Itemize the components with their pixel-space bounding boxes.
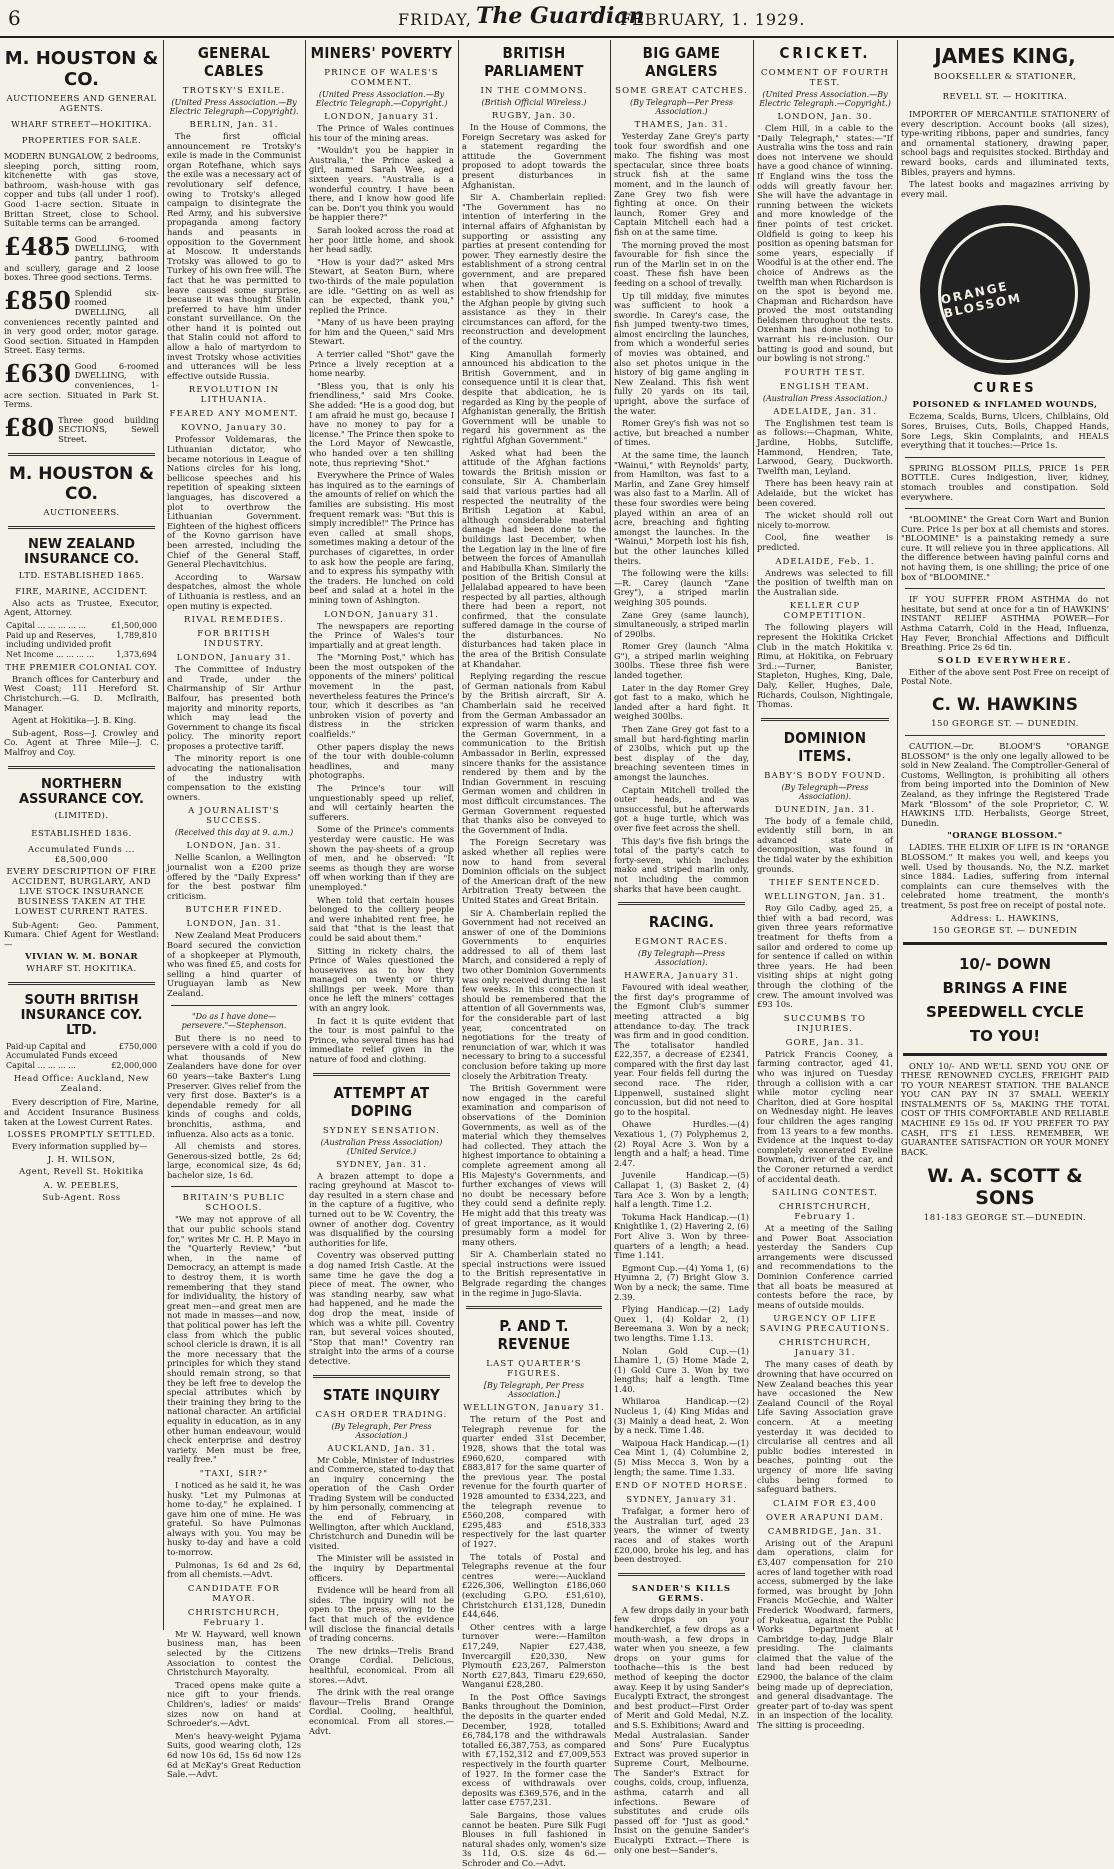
article-paragraph: The following were the kills:—R. Carey (launch "Zane Grey"), a striped marlin weighing 305 pounds.: [614, 568, 749, 607]
asthma-advert: IF YOU SUFFER FROM ASTHMA do not hesitate, but send at once for a tin of HAWKINS' INSTANT RELIEF ASTHMA POWER—For Asthma Catarrh, Cold in the Head, Influenza, Hay Fever, Bronchial Affections and Difficult Breathing. Price 2s 6d tin.: [901, 594, 1109, 653]
divider: [8, 766, 155, 769]
ladies-advert: LADIES. THE ELIXIR OF LIFE IS IN "ORANGE BLOSSOM." It makes you well, and keeps you well. Used by thousands. No, the N.Z. market since 1884. Ladies, suffering from internal complaints can cure themselves with the celebrated home treatment, the month's treatment, 5s post free on receipt of postal note.: [901, 842, 1109, 910]
divider: [905, 457, 1105, 458]
article-paragraph: Traced opens make quite a nice gift to your friends. Children's, ladies' or maids' sizes now on hand at Schroeder's.—Advt.: [167, 1679, 301, 1729]
james-king-magazines: The latest books and magazines arriving by every mail.: [901, 179, 1109, 199]
figure-value: £1,500,000: [111, 620, 157, 630]
divider: [905, 508, 1105, 509]
section-subheading: EGMONT RACES.: [634, 937, 729, 948]
houston-subheading: AUCTIONEERS AND GENERAL AGENTS.: [6, 94, 157, 114]
dateline: KOVNO, January 30.: [181, 423, 287, 434]
section-subheading: TROTSKY'S EXILE.: [182, 86, 286, 96]
race-result: Whiiaroa Handicap.—(2) Nucleus 1, (4) King Midas and (3) Mainly a dead heat, 2. Won by a neck. Time 1.48.: [614, 1396, 749, 1436]
listing-text: Good 6-roomed DWELLING, with pantry, bathroom and scullery, garage and 2 loose boxes. Three good sections. Terms.: [4, 233, 159, 283]
article-paragraph: The return of the Post and Telegraph revenue for the quarter ended 31st December, 1928, shows that the total was £960,620, compared with £883,817 for the same quarter of the previous year. The postal revenue for the fourth quarter of 1928 amounted to £334,223, and the telegraph revenue to £560,208, compared with £295,483 and £518,333 respectively for the last quarter of 1927.: [462, 1414, 606, 1549]
source-line: (By Telegraph, Per Press Association.): [331, 1421, 432, 1440]
source-line: (By Telegraph—Press Association).: [638, 949, 725, 968]
section-subheading: SOME GREAT CATCHES.: [615, 86, 748, 96]
column-7: [901, 40, 1109, 1630]
dateline: LONDON, January 31.: [324, 112, 439, 122]
article-paragraph: According to Warsaw despatches, almost the whole of Lithuania is restless, and an open mutiny is expected.: [167, 571, 301, 611]
column-3: [309, 40, 454, 1736]
race-result: Flying Handicap.—(2) Lady Quex 1, (4) Koldar 2, (1) Bereemana 3. Won by a neck; two lengths. Time 1.13.: [614, 1304, 749, 1343]
sub-agents: Sub-agent, Ross—J. Crowley and Co. Agent at Three Mile—J. C. Malfroy and Coy.: [4, 727, 159, 757]
divider: [8, 453, 155, 456]
article-paragraph: New Zealand Meat Producers Board secured the conviction of a shopkeeper at Plymouth, who was fined £5, and costs for selling a hind quarter of Uruguayan lamb as New Zealand.: [167, 930, 301, 998]
article-paragraph: Sitting in rickety chairs, the Prince of Wales questioned the housewives as to how they managed on twenty or thirty shillings per week. More than once he left the miners' cottages with an angry look.: [309, 945, 454, 1014]
dateline: LONDON, January 31.: [176, 653, 292, 664]
article-paragraph: The Minister will be assisted in the inquiry by Departmental officers.: [309, 1553, 454, 1583]
peebles-name: A. W. PEEBLES,: [43, 1180, 120, 1191]
source-line: (Australian Press Association.): [762, 393, 888, 403]
james-king-address: REVELL ST. — HOKITIKA.: [942, 92, 1068, 102]
figure-value: £2,000,000: [111, 1061, 157, 1071]
section-subheading: FOR BRITISH INDUSTRY.: [197, 629, 271, 650]
section-subheading: THIEF SENTENCED.: [769, 878, 881, 889]
article-paragraph: I noticed as he said it, he was husky. "Let my Pulmonas at home to-day," he explained. I gave him one of mine. He was grateful. So have Pulmonas always with you. You may be husky to-day and have a cold to-morrow.: [167, 1479, 301, 1558]
article-paragraph: At the same time, the launch "Wainui," with Reynolds' party, from Hamilton, was fast to a Marlin, and Zane Grey himself was also fast to a Marlin. All of these four swordies were being played within an area of an acre, breaching and fighting amongst the launches. In the "Wainui," Morpeth lost his fish, but the other launches killed theirs.: [614, 450, 749, 566]
figure-label: Net Income ... ... ... ...: [6, 649, 95, 659]
dateline: ADELAIDE, Jan. 31.: [773, 406, 877, 417]
article-paragraph: Then Zane Grey got fast to a small but hard-fighting marlin of 230lbs, which put up the best display of the day, breaching seventeen times in amongst the launches.: [614, 724, 749, 782]
south-british-office: Head Office: Auckland, New Zealand.: [13, 1074, 150, 1095]
race-result: Tokuma Hack Handicap.—(1) Knightlike 1, (2) Havering 2, (6) Fort Alive 3. Won by three-quarters of a length; a head. Time 1.141.: [614, 1211, 750, 1261]
divider: [171, 1005, 297, 1006]
race-result: Waipoua Hack Handicap.—(1) Cea Mint 1, (4) Columbine 2, (5) Miss Mecca 3. Won by a length; the same. Time 1.33.: [614, 1437, 749, 1477]
newspaper-title: The Guardian: [476, 3, 645, 29]
source-line: (By Telegraph—Per Press Association.): [629, 98, 734, 116]
dateline: GORE, Jan. 31.: [785, 1037, 865, 1048]
article-paragraph: In the Post Office Savings Banks throughout the Dominion, the deposits in the quarter ended December, 1928, totalled £6,784,178 and the withdrawals totalled £6,387,753, as compared with £7,152,312 and £7,009,553 respectively in the fourth quarter of 1927. In the former case the excess of withdrawals over deposits was £369,576, and in the latter case £757,231.: [462, 1691, 606, 1808]
race-result: Nolan Gold Cup.—(1) Lhamire 1, (5) Home Made 2, (1) Gold Cure 3. Won by two lengths; half a length. Time 1.40.: [614, 1345, 749, 1394]
sanders-heading: SANDER'S KILLS GERMS.: [631, 1583, 732, 1604]
divider: [618, 902, 745, 905]
dominion-items-heading: DOMINION ITEMS.: [783, 728, 867, 765]
dateline: SYDNEY, January 31.: [626, 1495, 737, 1506]
section-subheading: CANDIDATE FOR MAYOR.: [187, 1583, 281, 1604]
listing-text: Three good building SECTIONS, Sewell Street.: [58, 414, 159, 445]
section-subheading: KELLER CUP COMPETITION.: [783, 601, 867, 622]
figure-value: 1,789,810: [116, 630, 157, 640]
article-paragraph: Everywhere the Prince of Wales has inquired as to the earnings of the amounts of relief on which the families are subsisting. His most frequent remark was: "But this is simply incredible!" The Prince has even called at small shops, sometimes making a detour of the purchases of cigarettes, in order to ask how the people are faring, and to express his sympathy with the traders. He lunched on cold beef and salad at a hotel in the mining town of Ashington.: [309, 470, 454, 605]
listing: [4, 231, 159, 283]
article-paragraph: The Prince of Wales continues his tour of the mining areas.: [309, 123, 454, 143]
figure-row: [6, 631, 157, 649]
masthead-date: FEBRUARY, 1. 1929.: [620, 10, 806, 29]
article-paragraph: "How is your dad?" asked Mrs Stewart, at Seaton Burn, where two-thirds of the male population are idle. "Getting on as well as can be expected, thank you," replied the Prince.: [309, 256, 454, 315]
section-subheading: ENGLISH TEAM.: [779, 381, 871, 392]
article-paragraph: The British Government were now engaged in the careful examination and comparison of observations of the Dominion Governments, as well as of the material which they themselves had collected. They attach the highest importance to obtaining a complete agreement among all His Majesty's Governments, and further exchanges of views will no doubt be necessary before they could send a definite reply. He might add that this treaty was of great importance, as it would presumably form a model for many others.: [462, 1083, 606, 1247]
houston-heading-2: M. HOUSTON & CO.: [8, 463, 155, 504]
article-paragraph: The newspapers are reporting the Prince of Wales's tour impartially and at great length.: [309, 620, 454, 650]
article-paragraph: The Committee of Industry and Trade, under the Chairmanship of Sir Arthur Balfour, has presented both majority and minority reports, which may lead the Government to change its fiscal policy. The minority report proposes a protective tariff.: [167, 664, 301, 751]
post-free-note: Either of the above sent Post Free on receipt of Postal Note.: [901, 666, 1109, 687]
branch-offices: Branch offices for Canterbury and West Coast; 111 Hereford St. Christchurch.—G. D. McIlraith, Manager.: [4, 673, 159, 713]
dateline: WELLINGTON, January 31.: [463, 1403, 605, 1414]
article-paragraph: The Englishmen test team is as follows:—Chapman, White, Jardine, Hobbs, Sutcliffe, Hammond, Hendren, Tate, Larwood, Geary, Duckworth. Twelfth man, Leyland.: [757, 417, 893, 476]
section-subheading: BABY'S BODY FOUND.: [764, 770, 886, 781]
dateline: SYDNEY, Jan. 31.: [336, 1159, 427, 1170]
south-british-heading: SOUTH BRITISH INSURANCE COY. LTD.: [20, 993, 143, 1039]
cycle-line: 10/- DOWN: [958, 954, 1052, 973]
article-paragraph: Nellie Scanlon, a Wellington journalist won a £200 prize offered by the "Daily Express" for the best postwar film criticism.: [167, 852, 301, 901]
advertisement-paragraph: But there is no need to persevere with a cold if you do what thousands of New Zealanders have done for over 60 years—take Baxter's Lung Preserver. Gives relief from the very first dose. Baxter's is a dependable remedy for all kinds of coughs and colds, bronchitis, asthma, and influenza. Also acts as a tonic.: [167, 1032, 301, 1139]
nz-insurance-trustee: Also acts as Trustee, Executor, Agent, Attorney.: [4, 597, 159, 618]
cricket-heading: CRICKET.: [779, 44, 871, 62]
dateline: HAWERA, January 31.: [624, 971, 739, 982]
dateline: LONDON, Jan. 31.: [186, 841, 282, 852]
article-paragraph: Asked what had been the attitude of the Afghan factions towards the British mission or consulate, Sir A. Chamberlain said that various parties had all respected the neutrality of the British Legation at Kabul, although considerable material damage had been done to the buildings last December, when the Legation lay in the line of fire between the forces of Amanullah and Habibulla Khan. Similarly the position of the British Consul at Jellalabad appeared to have been respected by all parties, although there had been a report, not confirmed, that the consulate suffered damage in the course of the disturbances. No disturbances had taken place in the area of the British Consulate at Khandahar.: [462, 447, 606, 669]
divider: [171, 1186, 297, 1187]
information-supplied: Every information supplied by—: [12, 1141, 148, 1152]
article-paragraph: The body of a female child, evidently still born, in an advanced state of decomposition, was found in the tidal water by the exhibition grounds.: [757, 815, 893, 874]
article-paragraph: Mr W. Hayward, well known business man, has been selected by the Citizens Association to contest the Christchurch Mayoralty.: [167, 1628, 301, 1678]
article-paragraph: Up till midday, five minutes was sufficient to hook a swordie. In Carey's case, the fish jumped twenty-two times, almost encircling the launches, from which a wonderful series of movies was obtained, and also set photos unique in the history of big game angling in New Zealand. This fish went fully 20 yards on its tail, upright, above the surface of the water.: [614, 290, 749, 416]
logo-ring: [938, 223, 1078, 363]
article-paragraph: The morning proved the most favourable for fish since the run of the Marlin set in on the coast. These fish have been feeding on a school of trevally.: [614, 239, 749, 288]
section-subheading: RIVAL REMEDIES.: [184, 615, 284, 626]
caution-notice: CAUTION.—Dr. BLOOM'S "ORANGE BLOSSOM" is the only one legally allowed to be sold in New Zealand. The Comptroller-General of Customs, Wellington, is prohibiting all others from being imported into the Dominion of New Zealand, as they infringe the Registered Trade Mark "Blossom" of the sole Proprietor, C. W. HAWKINS LTD. Herbalists, George Street, Dunedin.: [901, 741, 1109, 828]
divider: [905, 588, 1105, 589]
article-paragraph: This day's five fish brings the total of the party's catch to forty-seven, which includes mako and striped marlin only, not including the common sharks that have been caught.: [614, 835, 749, 894]
figure-row: [6, 1042, 157, 1060]
article-paragraph: Later in the day Romer Grey got fast to a mako, which he landed after a hard fight. It weighed 300lbs.: [614, 682, 749, 722]
british-parliament-heading: BRITISH PARLIAMENT: [484, 44, 584, 80]
figure-label: Capital ... ... ... ...: [6, 1061, 76, 1071]
article-paragraph: The Prince's tour will unquestionably speed up relief, and will certainly hearten the sufferers.: [309, 783, 454, 822]
divider: [761, 718, 889, 721]
column-rule: [163, 40, 164, 1630]
properties-heading: PROPERTIES FOR SALE.: [21, 136, 142, 146]
hawkins-address: 150 GEORGE ST. — DUNEDIN.: [931, 719, 1079, 729]
section-subheading: END OF NOTED HORSE.: [615, 1481, 748, 1492]
section-subheading: SYDNEY SENSATION.: [322, 1125, 441, 1136]
article-paragraph: A brazen attempt to dope a racing greyhound at Mascot to-day resulted in a stern chase and in the capture of a fugitive, who turned out to be W. Coventry, the owner of another dog. Coventry was disqualified by the coursing authorities for life.: [309, 1170, 454, 1248]
listing: [4, 358, 159, 410]
column-6: [757, 40, 893, 1731]
cycle-description: ONLY 10/- AND WE'LL SEND YOU ONE OF THESE RENOWNED CYCLES, FREIGHT PAID TO YOUR NEAREST STATION. THE BALANCE YOU CAN PAY IN 37 SMALL WEEKLY INSTALMENTS OF 5s, MAKING THE TOTAL COST OF THIS COMFORTABLE AND RELIABLE MACHINE £9 15s 0d. IF YOU PREFER TO PAY CASH, IT'S £1 LESS. REMEMBER, WE GUARANTEE SATISFACTION OR YOUR MONEY BACK.: [901, 1060, 1109, 1157]
bonar-name: VIVIAN W. M. BONAR: [24, 952, 139, 963]
article-paragraph: A terrier called "Shot" gave the Prince a lively reception at a home nearby.: [309, 349, 454, 379]
section-subheading: SAILING CONTEST.: [771, 1188, 879, 1199]
article-paragraph: At a meeting of the Sailing and Power Boat Association yesterday the Sanders Cup arrangements were discussed and recommendations to the Dominion Conference carried that all boats be measured at contests before the race, by means of outside moulds.: [757, 1223, 893, 1310]
nz-insurance-heading: NEW ZEALAND INSURANCE CO.: [24, 536, 139, 567]
section-subheading: CLAIM FOR £3,400: [773, 1498, 877, 1509]
sold-everywhere: SOLD EVERYWHERE.: [937, 655, 1073, 666]
article-paragraph: Zane Grey (same launch), simultaneously, a striped marlin of 290lbs.: [614, 609, 749, 639]
article-paragraph: "We may not approve of all that our public schools stand for," writes Mr C. H. P. Mayo in the "Quarterly Review," "but when, in the name of Democracy, an attempt is made to destroy them, it is worth remembering that they stand for individuality, the history of great men—and great men are not made in masses—and now, that political power has left the class from which the public school clericle is drawn, it is all the more necessary that the principles for which they stand should remain strong, so that they be left free to develop the special attributes which by their training they bring to the national character. An artificial equality in education, as in any other human endeavour, would check enterprise and destroy variety. Men must be free, really free.": [167, 1214, 301, 1465]
source-line: (Australian Press Association) (United Service.): [320, 1137, 443, 1156]
dateline: CAMBRIDGE, Jan. 31.: [767, 1526, 883, 1537]
dateline: AUCKLAND, Jan. 31.: [327, 1443, 436, 1454]
article-paragraph: Pulmonas, 1s 6d and 2s 6d, from all chemists.—Advt.: [167, 1559, 301, 1580]
column-5: [614, 40, 750, 1855]
article-paragraph: Other papers display the news of the tour with double-column headlines, and many photographs.: [309, 741, 454, 781]
logo-text: ORANGE BLOSSOM: [939, 279, 1024, 321]
column-rule: [610, 40, 611, 1630]
article-paragraph: Cool, fine weather is predicted.: [757, 532, 893, 552]
race-result: Ohawe Hurdles.—(4) Vexatious 1, (7) Polyphemus 2, (2) Royal Acre 3. Won by a length and a half; a head. Time 2.47.: [614, 1119, 749, 1168]
column-rule: [458, 40, 459, 1630]
article-paragraph: Roy Gilo Cadby, aged 25, a thief with a bad record, was given three years reformative treatment for thefts from a sailor and ordered to come up for sentence if called on within three years. He had been visiting ships at night going through the clothing of the crew. The amount involved was £93 10s.: [757, 903, 893, 1010]
figure-label: Paid up and Reserves, including undivided profit: [6, 630, 112, 649]
cures-heading: CURES: [973, 381, 1037, 397]
agent-hokitika: Agent at Hokitika—J. B. King.: [12, 715, 137, 726]
article-paragraph: The drink with the real orange flavour—Trelis Brand Orange Cordial. Cooling, healthful, economical. From all stores.—Advt.: [309, 1687, 454, 1736]
article-paragraph: When told that certain houses belonged to the colliery people and were inhabited rent free, he said that "that is the least that could be said about them.": [309, 894, 454, 943]
state-inquiry-heading: STATE INQUIRY: [322, 1385, 441, 1404]
racing-heading: RACING.: [648, 913, 715, 932]
section-subheading: "TAXI, SIR?": [199, 1468, 269, 1479]
page-number: 6: [8, 6, 21, 30]
figure-value: £750,000: [118, 1042, 157, 1052]
article-paragraph: Men's heavy-weight Pyjama Suits, good wearing cloth, 12s 6d now 10s 6d, 15s 6d now 12s 6d at McKay's Great Reduction Sale.—Advt.: [167, 1730, 301, 1780]
article-paragraph: The wicket should roll out nicely to-morrow.: [757, 510, 893, 530]
divider: [313, 1073, 450, 1076]
poisoned-wounds: POISONED & INFLAMED WOUNDS,: [912, 400, 1098, 411]
figure-label: Paid-up Capital and Accumulated Funds exceed: [6, 1042, 118, 1061]
divider: [618, 1573, 745, 1576]
article-paragraph: In fact it is quite evident that the tour is most painful to the Prince, who several times has had immediate relief given in the nature of food and clothing.: [309, 1015, 454, 1065]
article-paragraph: Romer Grey's fish was not so active, but breached a number of times.: [614, 418, 749, 448]
section-subheading: OVER ARAPUNI DAM.: [766, 1512, 884, 1523]
article-paragraph: Trafalgar, a former hero of the Australian turf, aged 23 years, the winner of twenty races and of stakes worth £20,000, broke his leg, and has been destroyed.: [614, 1506, 749, 1565]
race-result: Juvenile Handicap.—(5) Callapat 1, (3) Basket 2, (4) Tara Ace 3. Won by a length; half a length. Time 1.2.: [614, 1170, 749, 1210]
column-2: [167, 40, 301, 1780]
section-subheading: LAST QUARTER'S FIGURES.: [486, 1359, 582, 1380]
quote: "Do as I have done—persevere."—Stephenson.: [181, 1011, 287, 1030]
northern-description: EVERY DESCRIPTION OF FIRE ACCIDENT, BURGLARY, AND LIVE STOCK INSURANCE BUSINESS TAKEN AT THE LOWEST CURRENT RATES.: [6, 866, 157, 917]
masthead: [0, 0, 1114, 38]
dateline: CHRISTCHURCH, February 1.: [778, 1202, 872, 1223]
article-paragraph: Some of the Prince's comments yesterday were caustic. He was shown the pay-sheets of a group of men, and he observed: "It seems as though they are worse off when working than if they are unemployed.": [309, 824, 454, 892]
scott-address: 181-183 GEORGE ST.—DUNEDIN.: [923, 1213, 1087, 1224]
dateline: CHRISTCHURCH, February 1.: [187, 1607, 281, 1628]
bungalow-listing: MODERN BUNGALOW, 2 bedrooms, sleeping porch, sitting room, kitchenette with gas stove, bathroom, wash-house with gas copper and tubs (all under 1 roof). Good 1-acre section. Situate in Brittan Street, close to School. Suitable terms can be arranged.: [4, 151, 159, 229]
divider: [466, 1306, 602, 1309]
cycle-line: SPEEDWELL CYCLE: [925, 1002, 1085, 1021]
houston-subheading-2: AUCTIONEERS.: [43, 507, 120, 518]
article-paragraph: King Amanullah formerly announced his abdication to the British Government, and in consequence until it is clear that, despite that abdication, he is regarded as King by the people of Afghanistan generally, the British Government will be unable to regard his government as the rightful Afghan Government.": [462, 348, 606, 445]
article-paragraph: Romer Grey (launch "Alma G"), a striped marlin weighing 300lbs. These three fish were landed together.: [614, 641, 749, 681]
section-subheading: BUTCHER FINED.: [185, 905, 283, 916]
article-paragraph: The following players will represent the Hokitika Cricket Club in the match Hokitika v. Rimu, at Hokitika, on February 3rd.:—Turner, Banister, Stapleton, Hughes, King, Dale, Daly, Keller, Hughes, Dale, Richards, Coulson, Nightingale, Thomas.: [757, 622, 893, 710]
general-cables-heading: GENERAL CABLES: [197, 44, 271, 80]
listing-price: £630: [4, 358, 71, 388]
northern-funds: Accumulated Funds ... £8,500,000: [27, 844, 135, 865]
cures-description: Eczema, Scalds, Burns, Ulcers, Chilblains, Old Sores, Bruises, Cuts, Boils, Chapped Hands, Sore Legs, Skin Complaints, and HEALS everything that it touches:—Price 1s.: [901, 411, 1109, 451]
section-subheading: A JOURNALIST'S SUCCESS.: [188, 806, 280, 827]
source-line: (United Press Association.—By Electric Telegraph—Copyright).: [169, 98, 299, 116]
article-paragraph: Mr Coble, Minister of Industries and Commerce, stated to-day that an inquiry concerning the operation of the Cash Order Trading System will be conducted by him personally, commencing at the end of February, in Wellington, after which Auckland, Christchurch and Dunedin will be visited.: [309, 1454, 454, 1551]
article-paragraph: Sir A. Chamberlain replied the Government had not received an answer of one of the Dominions Governments to enquiries addressed to all of them last March, and considered a reply of two other Dominion Governments was only received during the last few weeks. In this connection it should be remembered that the attention of all Governments was, for the considerable part of last year, concentrated on negotiations for the treaty of renunciation of war, which it was necessary to bring to a successful conclusion before taking up more closely the Arbitration Treaty.: [462, 907, 606, 1081]
divider: [8, 982, 155, 985]
article-paragraph: There has been heavy rain at Adelaide, but the wicket has been covered.: [757, 478, 893, 508]
article-paragraph: "Wouldn't you be happier in Australia," the Prince asked a girl, named Sarah Wee, aged sixteen years. "Australia is a wonderful country. I have been there, and I know how good life can be. Don't you think you would be happier there?": [309, 145, 454, 223]
james-king-heading: JAMES KING,: [934, 44, 1076, 68]
article-paragraph: Favoured with ideal weather, the first day's programme of the Egmont Club's summer meeting attracted a big attendance to-day. The track was firm and in good condition. The totalisator handled £22,357, a decrease of £2341, compared with the first day last year. Four fields fell during the second race. The rider, Lippenwell, sustained slight concussion, but did not need to go to the hospital.: [614, 982, 749, 1117]
figure-row: [6, 650, 157, 659]
dateline: BERLIN, Jan. 31.: [189, 120, 279, 130]
article-paragraph: Sir A. Chamberlain replied: "The Government has no intention of interfering in the internal affairs of Afghanistan by supporting or assisting any parties at present contending for power. They earnestly desire the establishment of a strong central government, and are prepared when that government is established to show friendship for the Afghan people by giving such assistance as they in their circumstances can afford, for the reconstruction and development of the country.: [462, 192, 606, 347]
scott-heading: W. A. SCOTT & SONS: [927, 1165, 1083, 1210]
article-paragraph: "Many of us have been praying for him and the Queen," said Mrs Stewart.: [309, 317, 454, 347]
article-paragraph: Replying regarding the rescue of German nationals from Kabul by the British aircraft, Sir A. Chamberlain said he received from the German Ambassador an expression of warm thanks, and the German Government, in a communication to the British Ambassador in Berlin, expressed sincere thanks for the assistance rendered by them and by the Indian Government in rescuing German women and children in most difficult circumstances. The German Government requested that thanks also be conveyed to the Government of India.: [462, 671, 606, 835]
listing-text: Good 6-roomed DWELLING, with conveniences, 1-acre section. Situated in Park St. Terms.: [4, 360, 159, 410]
orange-blossom-title: "ORANGE BLOSSOM.": [947, 831, 1063, 842]
dateline: LONDON, Jan. 31.: [186, 919, 282, 930]
northern-established: ESTABLISHED 1836.: [31, 828, 132, 839]
article-paragraph: The Foreign Secretary was asked whether all replies were now to hand from several Dominion officials on the subject of the American draft of the new Arbitration Treaty between the United States and Great Britain.: [462, 837, 606, 905]
divider: [8, 526, 155, 529]
article-paragraph: Professor Voldemaras, the Lithuanian dictator, who became notorious in League of Nations circles for his long, bellicose speeches and his repetition of speaking sixteen languages, has discovered a plot to overthrow the Lithuanian Government. Eighteen of the highest officers of the Kovno garrison have been arrested, including the Chief of the General Staff, General Plechavitchius.: [167, 434, 301, 570]
column-4: [462, 40, 606, 1868]
article-paragraph: Coventry was observed putting a dog named Irish Castle. At the same time he gave the dog a piece of meat. The owner, who was standing nearby, saw what had happened, and he made the dog drop the meat, inside of which was a white pill. Coventry ran, but several voices shouted, "Stop that man!" Coventry ran straight into the arms of a course detective.: [309, 1250, 454, 1366]
article-paragraph: The first official announcement re Trotsky's exile is made in the Communist organ Rotefhane, which says the exile was a necessary act of revolutionary self defence, owing to Trotsky's alleged campaign to disintegrate the Red Army, and his subversive propaganda among factory hands and peasants in opposition to the Government at Moscow. It understands Trotsky was allowed to go to Turkey of his own free will. The fact that he was permitted to leave caused some surprise, because it was thought Stalin preferred to have him under constant surveillance. On the other hand it is pointed out that Stalin could not afford to allow a halo of martyrdom to invest Trotsky whose activities and utterances will be less effective outside Russia.: [167, 131, 301, 381]
divider: [905, 735, 1105, 736]
cycle-line: TO YOU!: [969, 1026, 1041, 1045]
doping-heading: ATTEMPT AT DOPING: [333, 1083, 430, 1120]
speedwell-cycle-advert: [903, 942, 1107, 1056]
figure-row: [6, 1061, 157, 1070]
peebles-role: Sub-Agent. Ross: [42, 1192, 121, 1203]
nz-insurance-established: LTD. ESTABLISHED 1865.: [18, 570, 145, 581]
article-paragraph: Sarah looked across the road at her poor little home, and shook her head sadly.: [309, 224, 454, 255]
wilson-name: J. H. WILSON,: [47, 1154, 116, 1165]
article-paragraph: Captain Mitchell trolled the outer heads, and was unsuccessful, but he afterwards got a huge turtle, which was over five feet across the shell.: [614, 784, 749, 833]
figure-value: 1,373,694: [116, 649, 157, 659]
source-line: [By Telegraph, Per Press Association.]: [483, 1381, 585, 1400]
dateline: LONDON, Jan. 30.: [777, 112, 873, 122]
advertisement-paragraph: All chemists and stores. Generous-sized bottle, 2s 6d; large, economical size, 4s 6d; bachelor size, 1s 6d.: [167, 1141, 301, 1180]
article-paragraph: Sale Bargains, those values cannot be beaten. Pure Silk Fugi Blouses in full fashioned in natural shades only, women's size 3s 11d, O.S. size 4s 6d.—Schroder and Co.—Advt.: [462, 1810, 606, 1868]
miners-poverty-heading: MINERS' POVERTY: [310, 44, 453, 62]
article-paragraph: The minority report is one advocating the nationalisation of the industry with compensation to the existing owners.: [167, 753, 301, 802]
dateline: WELLINGTON, Jan. 31.: [764, 892, 886, 903]
article-paragraph: Andrews was selected to fill the position of twelfth man on the Australian side.: [757, 567, 893, 597]
section-subheading: FEARED ANY MOMENT.: [169, 409, 299, 420]
section-subheading: IN THE COMMONS.: [480, 86, 588, 96]
dateline: CHRISTCHURCH, January 31.: [778, 1338, 872, 1359]
dateline: LONDON, January 31.: [324, 609, 439, 620]
article-paragraph: "Bless you, that is only his friendliness," said Mrs Cooke. She added: "He is a good dog, but I am afraid he must go, because I have no money to pay for a license." The Prince then spoke to the Lord Mayor of Newcastle, who handed over a ten shilling note, thus reprieving "Shot.": [309, 380, 454, 468]
bloomine-advert: "BLOOMINE" the Great Corn Wart and Bunion Cure. Price 1s per box at all chemists and stores. "BLOOMINE" is a painstaking remedy a sure cure. It will relieve you in three applications. All the difference between having painful corns and not having them, is one shilling; the price of one box of "BLOOMINE.": [901, 514, 1109, 582]
article-paragraph: Patrick Francis Cooney, a farming contractor, aged 41, who was injured on Tuesday through a collision with a car while motor cycling near Charlton, died at Gore hospital on Wednesday night. He leaves four children the ages ranging from 13 years to a few months. Evidence at the inquest to-day completely exonerated Eveline Bowman, driver of the car, and the Coroner returned a verdict of accidental death.: [757, 1048, 893, 1184]
section-subheading: FOURTH TEST.: [784, 367, 866, 378]
source-line: (By Telegraph—Press Association).: [781, 782, 869, 801]
northern-agents: Sub-Agent: Geo. Pamment, Kumara. Chief Agent for Westland:—: [4, 919, 159, 949]
article-paragraph: Arising out of the Arapuni dam operations, claim for £3,407 compensation for 210 acres of land together with road access, submerged by the lake formed, was brought by John Francis McGechie, and Walter Frederick Woodward, farmers, of Pukeatua, against the Public Works Department at Cambridge to-day, Judge Blair presiding. The claimants claimed that the value of the land had been reduced by £2900, the balance of the claim being made up of depreciation, and general disadvantage. The greater part of to-day was spent in an inspection of the locality. The sitting is proceeding.: [757, 1537, 893, 1731]
dateline: THAMES, Jan. 31.: [634, 120, 729, 130]
article-paragraph: The totals of Postal and Telegraphs revenue at the four centres were:—Auckland £226,306, Wellington £186,060 (excluding G.P.O. £51,610), Christchurch £131,128, Dunedin £44,646.: [462, 1551, 606, 1620]
premier-colonial: THE PREMIER COLONIAL COY.: [5, 662, 158, 673]
bonar-address: WHARF ST. HOKITIKA.: [26, 964, 137, 975]
column-rule: [305, 40, 306, 1630]
hawkins-heading: C. W. HAWKINS: [932, 695, 1078, 715]
nz-insurance-lines: FIRE, MARINE, ACCIDENT.: [15, 586, 148, 597]
south-british-description: Every description of Fire, Marine, and Accident Insurance Business taken at the Lowest Current Rates.: [4, 1097, 159, 1127]
article-paragraph: The "Morning Post," which has been the most outspoken of the opponents of the miners' political movement in the past, nevertheless features the Prince's tour, which it describes as "an unbroken vision of poverty and distress in the stricken coalfields.": [309, 652, 454, 740]
section-subheading: COMMENT OF FOURTH TEST.: [760, 68, 890, 88]
source-line: (British Official Wireless.): [481, 98, 587, 107]
big-game-anglers-heading: BIG GAME ANGLERS: [642, 44, 721, 80]
dateline: DUNEDIN, Jan. 31.: [775, 804, 875, 815]
article-paragraph: The many cases of death by drowning that have occurred on New Zealand beaches this year have occasioned the New Zealand Council of the Royal Life Saving Association grave concern. At a meeting yesterday it was decided to circularise all centres and all public bodies interested in beaches, pointing out the urgency of more life saving clubs being formed to safeguard bathers.: [757, 1359, 893, 1495]
listing-price: £485: [4, 231, 71, 261]
p-and-t-revenue-heading: P. AND T. REVENUE: [497, 1317, 571, 1354]
orange-blossom-logo: [920, 205, 1090, 375]
listing-text: Splendid six-roomed DWELLING, all conveniences recently painted and in very good order, motor garage. Good section. Situated in Hampden Street. Easy terms.: [4, 287, 159, 356]
hawkins-contact: Address: L. HAWKINS,: [950, 913, 1060, 924]
column-1: [4, 40, 159, 1630]
article-paragraph: The new drinks—Trelis Brand Orange Cordial. Delicious, healthful, economical. From all stores.—Advt.: [309, 1645, 454, 1685]
james-king-subheading: BOOKSELLER & STATIONER,: [933, 72, 1077, 82]
houston-address: WHARF STREET—HOKITIKA.: [11, 120, 152, 130]
section-subheading: URGENCY OF LIFE SAVING PRECAUTIONS.: [759, 1314, 891, 1335]
article-paragraph: In the House of Commons, the Foreign Secretary was asked for a statement regarding the attitude the Government proposed to adopt towards the present disturbances in Afghanistan.: [462, 122, 606, 190]
divider: [313, 1375, 450, 1378]
pills-advert: SPRING BLOSSOM PILLS, PRICE 1s PER BOTTLE. Cures Indigestion, liver, kidney, stomach troubles and constipation. Sold everywhere.: [901, 462, 1109, 502]
northern-limited: (LIMITED).: [54, 810, 109, 821]
listing: [4, 412, 159, 445]
james-king-description: IMPORTER OF MERCANTILE STATIONERY of every description. Account books (all sizes), type-writing ribbons, paper and sundries, fancy and ornamental stationery, drawing paper, school bags and requisites stocked. Birthday and reward books, cards and illuminated texts, Bibles, prayers and hymns.: [901, 109, 1109, 177]
article-paragraph: Yesterday Zane Grey's party took four swordfish and one mako. The fishing was most spectacular, since three boats struck fish at the same moment, and in the launch of Zane Grey two fish were fighting at once. On their launch, Romer Grey and Captain Mitchell each had a fish on at the same time.: [614, 131, 749, 237]
column-rule: [897, 40, 898, 1630]
figure-row: [6, 621, 157, 630]
masthead-day: FRIDAY,: [398, 10, 472, 29]
losses-settled: LOSSES PROMPTLY SETTLED.: [7, 1130, 156, 1141]
source-line: (United Press Association.—By Electric Telegraph.—Copyright.): [315, 90, 448, 108]
wilson-address: Agent, Revell St. Hokitika: [19, 1166, 144, 1177]
section-subheading: REVOLUTION IN LITHUANIA.: [188, 385, 280, 406]
section-subheading: SUCCUMBS TO INJURIES.: [783, 1013, 867, 1034]
figure-label: Capital ... ... ... ... ...: [6, 620, 86, 630]
section-subheading: CASH ORDER TRADING.: [315, 1409, 448, 1420]
article-paragraph: Clem Hill, in a cable to the "Daily Telegraph," states:—"If Australia wins the toss and rain does not intervene we should have a good chance of winning. If England wins the toss the odds will greatly favour her. She will have the advantage in running between the wickets and more knowledge of the finer points of test cricket. Oldfield is going to keep his position as opening batsman for some years, especially if Woodful is at the other end. The choice of Andrews as the twelfth man when Richardson is on the spot is beyond me. Chapman and Richardson have proved the most outstanding fieldsmen throughout the tests. Oxenham has done nothing to warrant his re-inclusion. Our batting is good and sound, but our bowling is not strong.": [757, 123, 893, 364]
race-result: Egmont Cup.—(4) Yoma 1, (6) Hyumna 2, (7) Bright Glow 3. Won by a neck; the same. Time 2.39.: [614, 1262, 749, 1302]
cycle-line: BRINGS A FINE: [942, 978, 1068, 997]
source-line: (Received this day at 9. a.m.): [174, 828, 294, 838]
article-paragraph: Evidence will be heard from all sides. The inquiry will not be open to the press, owing to the fact that much of the evidence will disclose the financial details of trading concerns.: [309, 1585, 454, 1644]
advertisement-paragraph: A few drops daily in your bath few drops on your handkerchief, a few drops as a mouth-wash, a few drops in water when you sneeze, a few drops on your gums for toothache—this is the best method of keeping the doctor away. Keep it by using Sander's Eucalypti Extract, the strongest and best product—First Order of Merit and Gold Medal, N.Z. and S.S. Exhibitions; Award and Medal Australasian. Sander and Sons' Pure Eucalyptus Extract was proved superior in Supreme Court, Melbourne. The Sander's Extract for coughs, colds, croup, influenza, asthma, catarrh and all infections. Beware of substitutes and crude oils passed off for "Just as good." Insist on the genuine Sander's Eucalypti Extract.—There is only one best—Sander's.: [614, 1604, 749, 1855]
column-rule: [753, 40, 754, 1630]
source-line: (United Press Association.—By Electric Telegraph.—Copyright.): [759, 90, 891, 108]
section-subheading: PRINCE OF WALES'S COMMENT.: [324, 68, 439, 88]
northern-assurance-heading: NORTHERN ASSURANCE COY.: [19, 776, 144, 807]
dateline: ADELAIDE, Feb. 1.: [775, 556, 875, 567]
listing-price: £80: [4, 412, 55, 442]
article-paragraph: Sir A. Chamberlain stated no special instructions were issued to the British representative in Belgrade regarding the changes in the regime in Jugo-Slavia.: [462, 1249, 606, 1298]
section-subheading: BRITAIN'S PUBLIC SCHOOLS.: [182, 1193, 286, 1214]
listing: [4, 285, 159, 356]
listing-price: £850: [4, 285, 71, 315]
houston-heading: M. HOUSTON & CO.: [4, 48, 159, 90]
dateline: RUGBY, Jan. 30.: [491, 111, 577, 121]
article-paragraph: Other centres with a large turnover were:—Hamilton £17,249, Napier £27,438, Invercargill £20,330, New Plymouth £23,267, Palmerston North £27,843, Timaru £29,650, Wanganui £28,280.: [462, 1621, 606, 1690]
hawkins-contact-address: 150 GEORGE ST. — DUNEDIN: [932, 925, 1078, 936]
